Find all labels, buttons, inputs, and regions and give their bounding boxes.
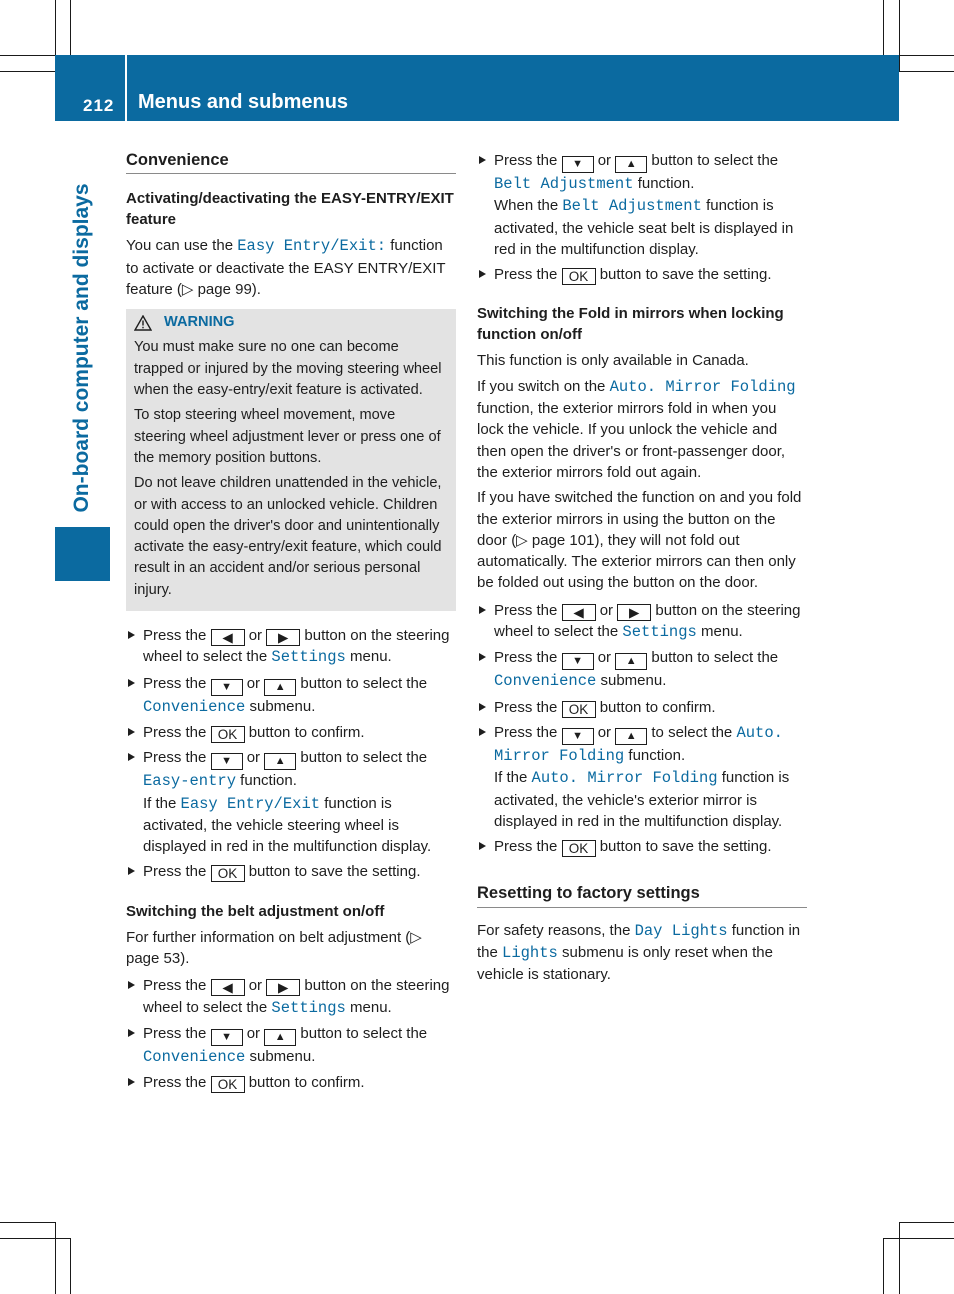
- down-arrow-key: ▼: [211, 1029, 243, 1046]
- text: Press the: [494, 152, 562, 169]
- text: Press the: [494, 649, 562, 667]
- warning-box: [126, 309, 456, 611]
- left-arrow-key: ◀: [562, 604, 596, 621]
- paragraph: This function is only available in Canada.: [477, 352, 749, 370]
- display-text: Convenience: [494, 672, 597, 691]
- up-arrow-key: ▲: [264, 1029, 296, 1046]
- paragraph: [126, 235, 456, 300]
- text: Press the: [494, 698, 562, 716]
- up-arrow-key: ▲: [264, 679, 296, 696]
- text: function is activated, the vehicle steering wheel is displayed in red in the multifunction display.: [143, 794, 432, 856]
- text: or: [242, 749, 265, 767]
- step-list: [126, 975, 456, 1093]
- crop-mark: [70, 1238, 71, 1294]
- up-arrow-key: ▲: [264, 753, 296, 770]
- text: Press the: [494, 601, 562, 619]
- text: Press the: [494, 266, 562, 284]
- text: or: [242, 1024, 265, 1042]
- text: button to select the: [296, 1024, 428, 1042]
- ok-key: OK: [562, 840, 596, 857]
- left-column: [126, 150, 456, 1098]
- text: or: [595, 601, 618, 619]
- page-number: 212: [83, 96, 115, 115]
- text: or: [244, 627, 267, 645]
- paragraph: If you have switched the function on and you fold the exterior mirrors in using the button on the door (▷ page 101), they will not fold out automatically. The exterior mirrors can then only be folded out using the button on the door.: [477, 489, 802, 592]
- step: [126, 625, 456, 669]
- warning-icon: [134, 315, 152, 331]
- text: If the: [143, 794, 181, 812]
- text: Press the: [494, 723, 562, 741]
- down-arrow-key: ▼: [562, 156, 594, 173]
- left-arrow-key: ◀: [211, 979, 245, 996]
- warning-text: You must make sure no one can become trapped or injured by the moving steering wheel when the easy-entry/exit feature is activated.: [134, 339, 442, 399]
- text: Press the: [143, 977, 211, 995]
- text: button on the steering wheel to select the: [494, 601, 801, 641]
- text: menu.: [345, 648, 392, 666]
- step: [477, 264, 807, 285]
- text: button to save the setting.: [595, 266, 772, 284]
- step: [126, 861, 456, 882]
- right-arrow-key: ▶: [266, 979, 300, 996]
- step: [477, 722, 807, 832]
- text: button to confirm.: [244, 723, 365, 741]
- text: button to select the: [647, 152, 779, 169]
- step: [126, 673, 456, 718]
- text: function is activated, the vehicle seat belt is displayed in red in the multifunction display.: [494, 197, 794, 258]
- step: [126, 747, 456, 857]
- text: function, the exterior mirrors fold in when you lock the vehicle. If you unlock the vehicle and then open the driver's or front-passenger door, the exterior mirrors fold out again.: [477, 400, 786, 481]
- crop-mark: [0, 1222, 55, 1223]
- display-text: Convenience: [143, 697, 246, 716]
- down-arrow-key: ▼: [562, 728, 594, 745]
- step: [126, 1072, 456, 1093]
- step: [126, 975, 456, 1019]
- text: For safety reasons, the: [477, 921, 635, 939]
- side-tab-title: On-board computer and displays: [70, 183, 93, 513]
- step-list: [126, 625, 456, 883]
- left-arrow-key: ◀: [211, 629, 245, 646]
- crop-mark: [883, 0, 884, 55]
- paragraph: [477, 376, 807, 483]
- text: or: [242, 674, 265, 692]
- warning-text: To stop steering wheel movement, move steering wheel adjustment lever or press one of the memory position buttons.: [134, 407, 441, 466]
- ok-key: OK: [211, 865, 245, 882]
- ok-key: OK: [211, 1076, 245, 1093]
- text: button to confirm.: [244, 1074, 365, 1092]
- header-title: Menus and submenus: [138, 91, 349, 113]
- display-text: Belt Adjustment: [562, 197, 702, 216]
- ok-key: OK: [562, 701, 596, 718]
- text: button on the steering wheel to select the: [143, 977, 450, 1016]
- crop-mark: [0, 55, 55, 56]
- text: Press the: [143, 749, 211, 767]
- crop-mark: [55, 1222, 56, 1294]
- header-divider: [125, 55, 127, 121]
- text: or: [593, 723, 616, 741]
- text: Press the: [143, 1074, 211, 1092]
- warning-header: [134, 312, 448, 333]
- display-text: Lights: [502, 944, 558, 963]
- display-text: Easy-entry: [143, 772, 237, 791]
- crop-mark: [899, 1222, 900, 1294]
- display-text: Easy Entry/Exit: [180, 794, 321, 813]
- right-arrow-key: ▶: [617, 604, 651, 621]
- section-title: Convenience: [126, 150, 456, 174]
- display-text: Auto. Mirror Folding: [609, 377, 796, 396]
- text: function in the: [477, 921, 801, 962]
- display-text: Easy Entry/Exit:: [237, 237, 387, 256]
- subsection-heading: Switching the Fold in mirrors when locking function on/off: [477, 305, 784, 344]
- ok-key: OK: [562, 268, 596, 285]
- display-text: Settings: [622, 623, 697, 642]
- step: [477, 600, 807, 644]
- paragraph: [477, 920, 807, 986]
- text: Press the: [143, 723, 211, 741]
- text: button to save the setting.: [595, 838, 772, 856]
- text: submenu.: [245, 697, 316, 715]
- text: button on the steering wheel to select the: [143, 627, 450, 666]
- up-arrow-key: ▲: [615, 156, 647, 173]
- step: [126, 1023, 456, 1068]
- down-arrow-key: ▼: [211, 679, 243, 696]
- step: [477, 647, 807, 692]
- step-list: [477, 150, 807, 285]
- text: menu.: [345, 998, 392, 1016]
- display-text: Convenience: [143, 1047, 246, 1066]
- text: Press the: [143, 674, 211, 692]
- text: function is activated, the vehicle's exterior mirror is displayed in red in the multifunction display.: [494, 769, 790, 830]
- text: function.: [633, 175, 695, 192]
- display-text: Settings: [271, 998, 346, 1017]
- display-text: Auto. Mirror Folding: [531, 769, 718, 788]
- step: [477, 150, 807, 260]
- text: If the: [494, 769, 532, 787]
- text: or: [593, 649, 616, 667]
- text: Press the: [143, 1024, 211, 1042]
- display-text: Settings: [271, 648, 346, 667]
- text: function.: [624, 746, 686, 764]
- step-list: [477, 600, 807, 858]
- text: menu.: [696, 623, 743, 641]
- step: [477, 697, 807, 718]
- subsection-heading: Activating/deactivating the EASY-ENTRY/EXIT feature: [126, 190, 454, 229]
- up-arrow-key: ▲: [615, 728, 647, 745]
- text: button to save the setting.: [244, 863, 421, 881]
- text: submenu.: [596, 672, 667, 690]
- text: submenu is only reset when the vehicle is stationary.: [477, 944, 773, 984]
- subsection-heading: Switching the belt adjustment on/off: [126, 902, 385, 920]
- down-arrow-key: ▼: [562, 653, 594, 670]
- text: If you switch on the: [477, 377, 610, 395]
- section-title: Resetting to factory settings: [477, 883, 807, 907]
- crop-mark: [899, 55, 954, 56]
- ok-key: OK: [211, 726, 245, 743]
- warning-label: WARNING: [164, 314, 235, 331]
- text: button to select the: [296, 749, 428, 767]
- step: [126, 722, 456, 743]
- text: When the: [494, 197, 563, 215]
- text: button to select the: [647, 649, 779, 667]
- text: Press the: [143, 627, 211, 645]
- crop-mark: [883, 1238, 954, 1239]
- warning-text: Do not leave children unattended in the vehicle, or with access to an unlocked vehicle. Children could open the driver's door and unintentionally activate the easy-entry/exit feature, which could result in an accident and/or serious personal injury.: [134, 475, 442, 598]
- right-column: [477, 150, 807, 990]
- text: button to select the: [296, 674, 428, 692]
- display-text: Belt Adjustment: [494, 175, 634, 193]
- crop-mark: [70, 0, 71, 55]
- text: to select the: [647, 723, 737, 741]
- text: submenu.: [245, 1047, 316, 1065]
- paragraph: For further information on belt adjustment (▷ page 53).: [126, 928, 422, 968]
- text: Press the: [494, 838, 562, 856]
- display-text: Auto. Mirror Folding: [494, 723, 783, 765]
- display-text: Day Lights: [634, 921, 728, 940]
- crop-mark: [899, 0, 900, 71]
- text: or: [244, 977, 267, 995]
- crop-mark: [0, 1238, 71, 1239]
- text: or: [593, 152, 616, 169]
- right-arrow-key: ▶: [266, 629, 300, 646]
- crop-mark: [899, 1222, 954, 1223]
- down-arrow-key: ▼: [211, 753, 243, 770]
- text: Press the: [143, 863, 211, 881]
- text: function.: [236, 772, 297, 790]
- step: [477, 836, 807, 857]
- crop-mark: [883, 1238, 884, 1294]
- up-arrow-key: ▲: [615, 653, 647, 670]
- text: function to activate or deactivate the EASY ENTRY/EXIT feature (▷ page 99).: [126, 237, 446, 298]
- text: You can use the: [126, 237, 238, 255]
- text: button to confirm.: [595, 698, 716, 716]
